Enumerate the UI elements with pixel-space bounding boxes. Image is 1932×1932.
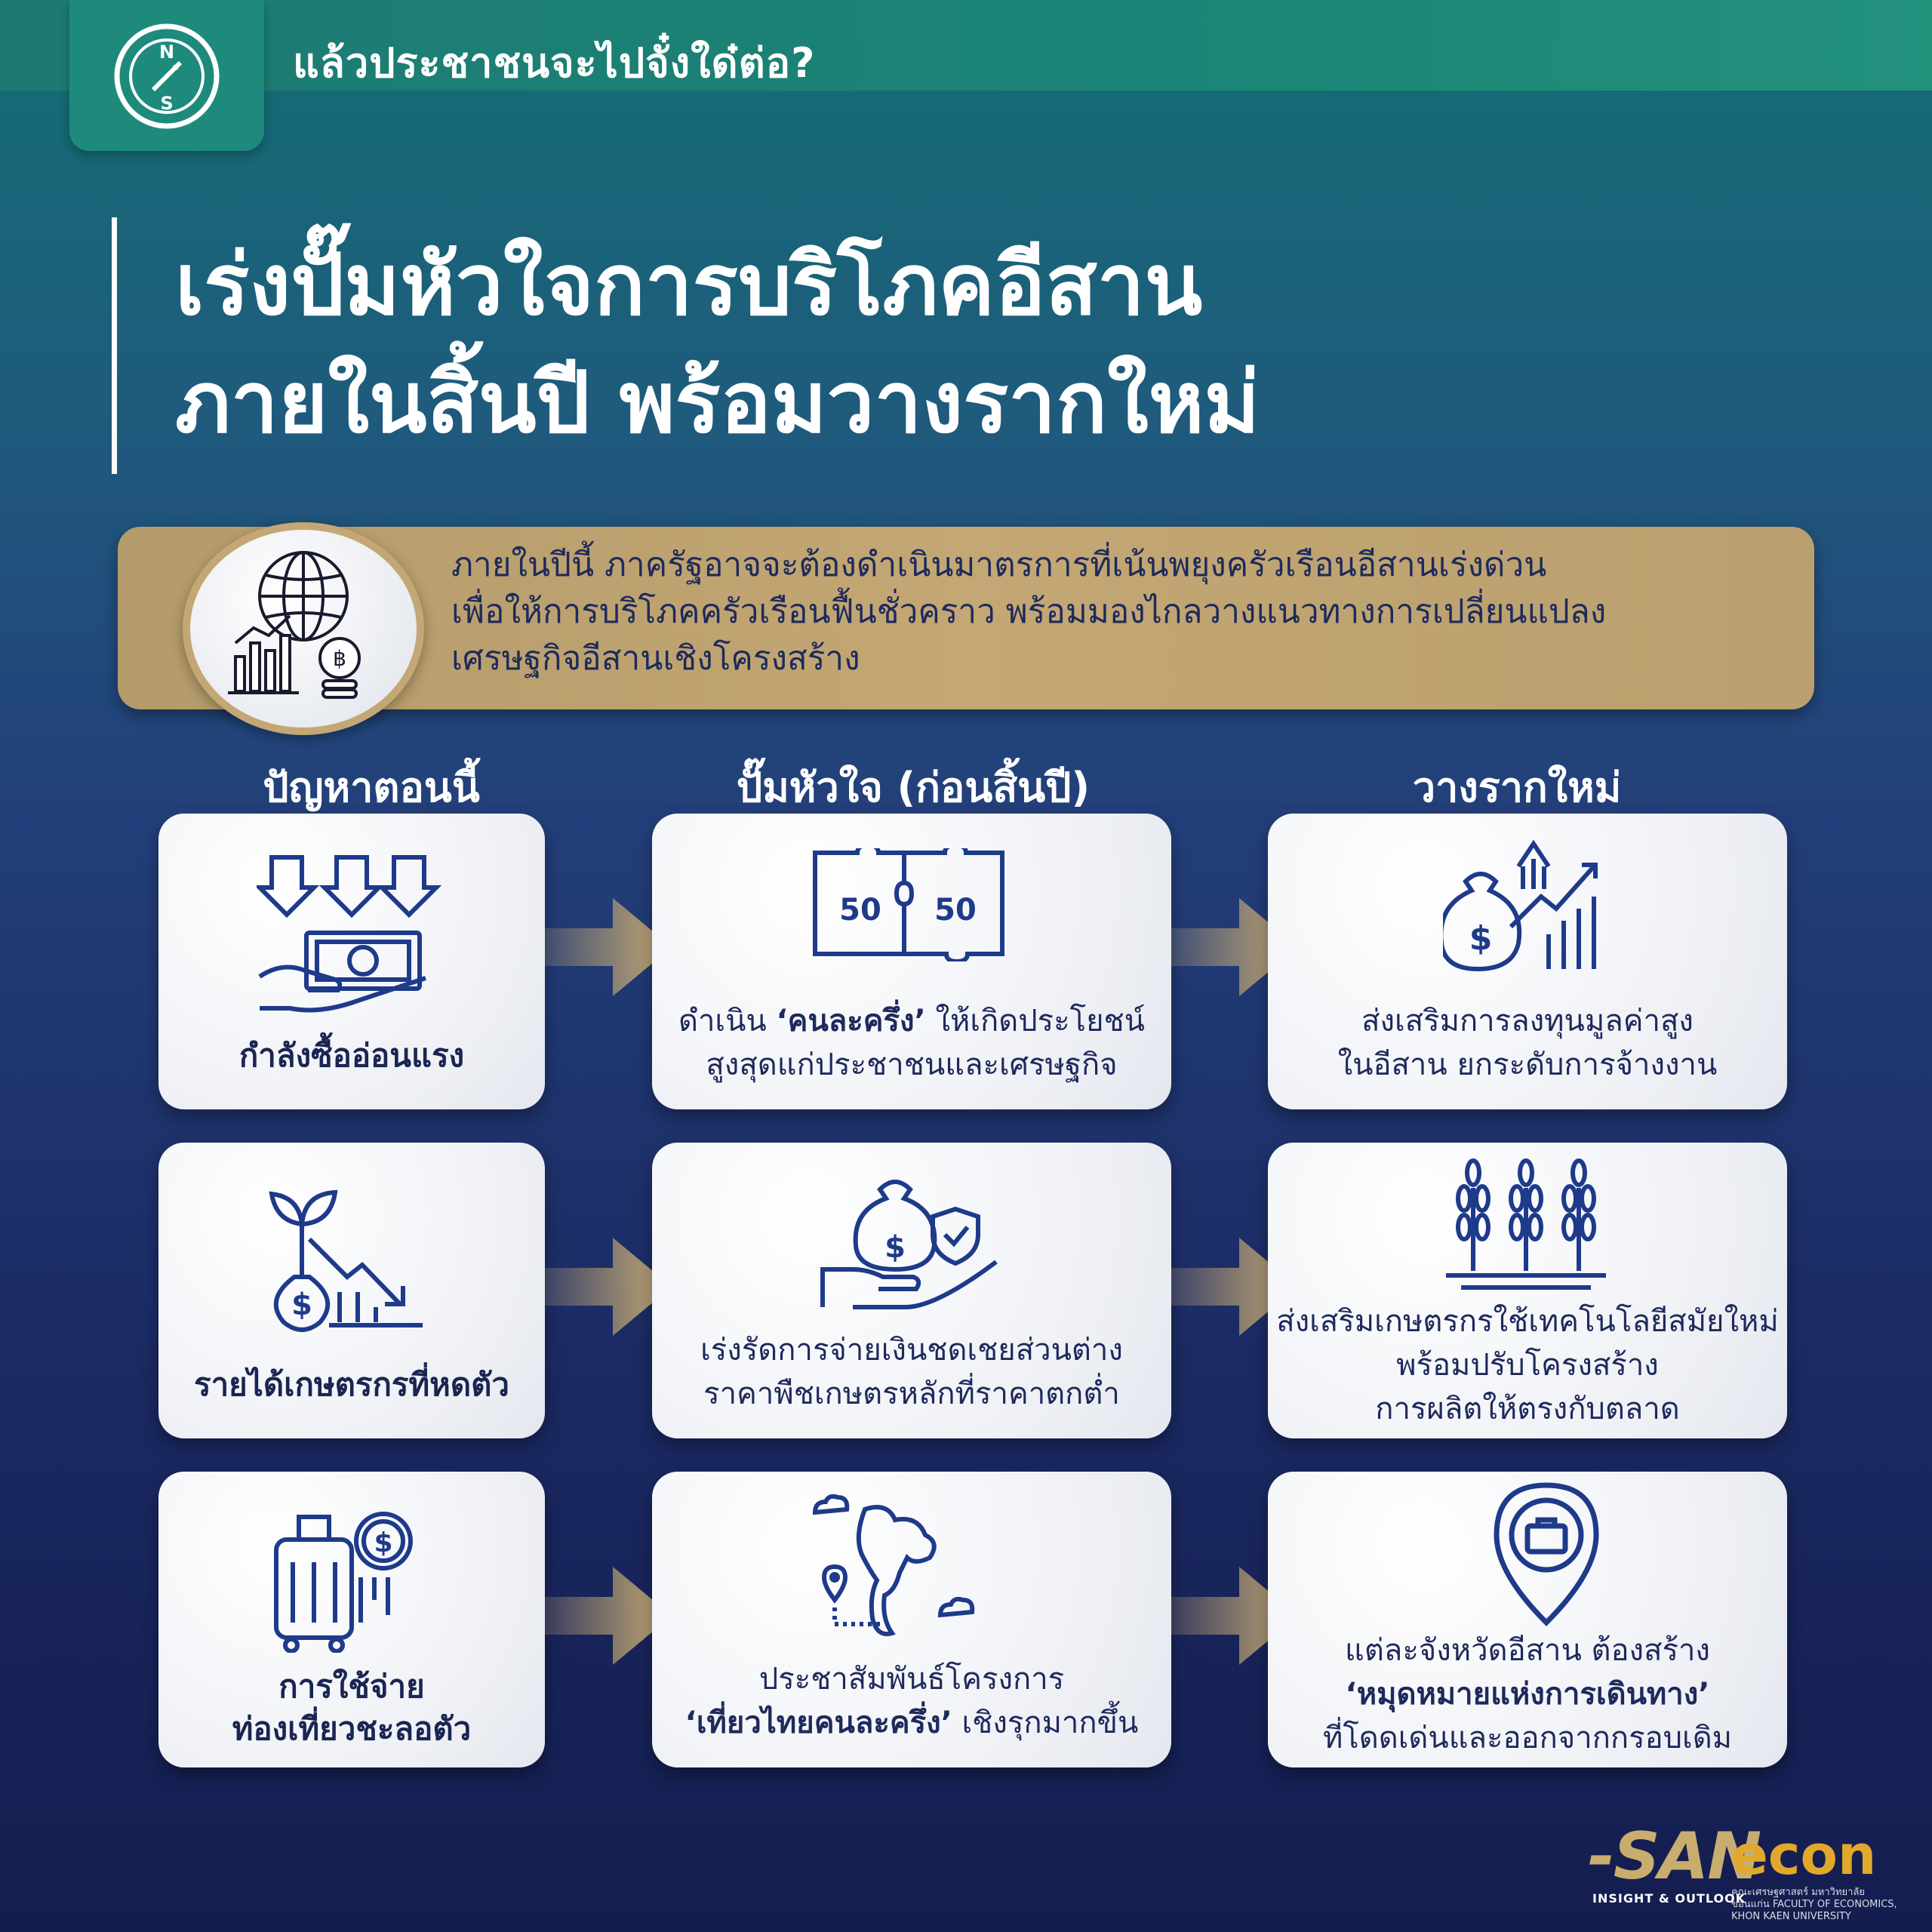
econ-logo: econ [1731,1823,1877,1887]
root-3-bold: ‘หมุดหมายแห่งการเดินทาง’ [1345,1677,1710,1712]
investment-growth-icon [1443,836,1609,972]
globe-economy-icon [220,543,371,709]
pump-card-1 [652,814,1171,1109]
root-card-2 [1268,1143,1787,1438]
svg-text:$: $ [884,1230,906,1265]
pump-card-3 [652,1472,1171,1767]
pump-1-post: ให้เกิดประโยชน์ [925,1004,1146,1038]
top-bar [0,0,1932,91]
root-2-line-3: การผลิตให้ตรงกับตลาด [1375,1392,1680,1426]
svg-text:$: $ [374,1527,393,1558]
root-card-1 [1268,814,1787,1109]
banner-line-2: เพื่อให้การบริโภคครัวเรือนฟื้นชั่วคราว พร้อมมองไกลวางแนวทางการเปลี่ยนแปลง [451,592,1607,631]
problem-3-line-2: ท่องเที่ยวชะลอตัว [232,1710,472,1747]
headline-line-2: ภายในสิ้นปี พร้อมวางรากใหม่ [175,354,1260,452]
crops-icon [1443,1158,1609,1294]
problem-card-2 [158,1143,545,1438]
root-1-line-2: ในอีสาน ยกระดับการจ้างงาน [1337,1048,1718,1082]
baht-symbol: ฿ [333,646,346,671]
section-title: แล้วประชาชนจะไปจั๋งใด๋ต่อ? [293,39,816,87]
econ-logo-subtitle: คณะเศรษฐศาสตร์ มหาวิทยาลัยขอนแก่น FACULTY OF ECONOMICS, KHON KAEN UNIVERSITY [1731,1887,1897,1922]
puzzle-50-50-icon [811,848,1007,961]
luggage-money-icon [270,1502,421,1653]
puzzle-left-label: 50 [839,893,881,928]
pump-1-pre: ดำเนิน [678,1004,777,1038]
problem-card-1 [158,814,545,1109]
banner-text [451,542,1795,682]
problem-2-text: รายได้เกษตรกรที่หดตัว [194,1366,509,1403]
pump-card-2 [652,1143,1171,1438]
pump-3-bold: ‘เที่ยวไทยคนละครึ่ง’ [685,1706,952,1740]
money-down-icon [257,850,445,1016]
banner-line-1: ภายในปีนี้ ภาครัฐอาจจะต้องดำเนินมาตรการที่เน้นพยุงครัวเรือนอีสานเร่งด่วน [451,546,1547,584]
thailand-map-icon [812,1494,1008,1653]
column-title-root: วางรากใหม่ [1412,764,1622,811]
headline-divider [112,217,117,474]
isan-logo: -SAN [1588,1819,1761,1894]
column-title-problem: ปัญหาตอนนี้ [263,764,480,811]
root-3-line-2 [1268,1672,1787,1716]
compensation-icon [820,1174,1001,1318]
banner-line-3: เศรษฐกิจอีสานเชิงโครงสร้าง [451,639,860,678]
root-3-line-1: แต่ละจังหวัดอีสาน ต้องสร้าง [1345,1633,1710,1668]
compass-badge [69,0,264,151]
problem-1-text: กำลังซื้ออ่อนแรง [238,1037,465,1074]
puzzle-right-label: 50 [934,893,977,928]
root-2-line-1: ส่งเสริมเกษตรกรใช้เทคโนโลยีสมัยใหม่ [1276,1304,1779,1339]
root-2-line-2: พร้อมปรับโครงสร้าง [1396,1348,1659,1383]
compass-icon [109,19,224,134]
isan-logo-subtitle: INSIGHT & OUTLOOK [1592,1891,1746,1906]
pump-2-line-1: เร่งรัดการจ่ายเงินชดเชยส่วนต่าง [700,1333,1123,1367]
pump-3-line-2 [652,1701,1171,1745]
svg-text:$: $ [1469,919,1493,958]
pump-3-line-1: ประชาสัมพันธ์โครงการ [758,1662,1065,1697]
pump-3-post: เชิงรุกมากขึ้น [952,1706,1139,1740]
root-1-line-1: ส่งเสริมการลงทุนมูลค่าสูง [1361,1004,1694,1038]
pump-1-line-1 [652,999,1171,1043]
svg-text:$: $ [291,1287,312,1322]
column-title-pump: ปั๊มหัวใจ (ก่อนสิ้นปี) [736,764,1091,811]
headline [175,226,1260,462]
root-card-3 [1268,1472,1787,1767]
problem-card-3 [158,1472,545,1767]
pump-2-line-2: ราคาพืชเกษตรหลักที่ราคาตกต่ำ [703,1377,1120,1411]
root-3-line-3: ที่โดดเด่นและออกจากกรอบเดิม [1322,1721,1733,1755]
income-decline-icon [264,1171,430,1337]
banner-icon-circle [183,522,424,735]
pump-1-bold: ‘คนละครึ่ง’ [776,1004,926,1038]
compass-letter-n: N [158,42,175,63]
compass-letter-s: S [160,93,174,114]
destination-pin-icon [1490,1479,1603,1630]
problem-3-line-1: การใช้จ่าย [278,1668,425,1705]
pump-1-line-2: สูงสุดแก่ประชาชนและเศรษฐกิจ [706,1048,1118,1082]
headline-line-1: เร่งปั๊มหัวใจการบริโภคอีสาน [175,236,1203,334]
